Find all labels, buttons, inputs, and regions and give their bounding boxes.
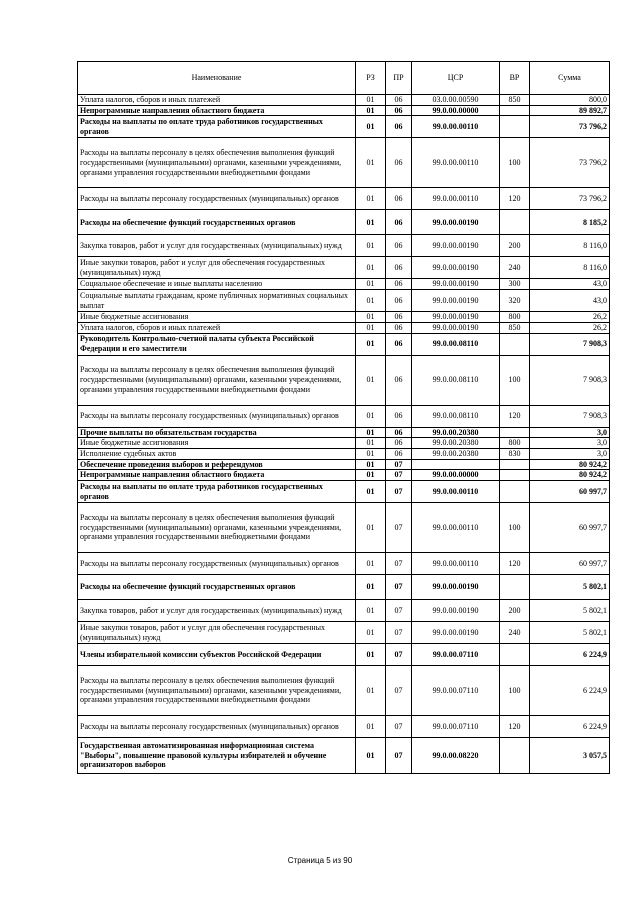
cell-name: Закупка товаров, работ и услуг для государственных (муниципальных) нужд <box>78 600 356 622</box>
cell-name: Иные закупки товаров, работ и услуг для обеспечения государственных (муниципальных) нужд <box>78 622 356 644</box>
cell-name: Расходы на выплаты персоналу в целях обеспечения выполнения функций государственными (муниципальными) органами, казенными учреждениями, органами управления государственными внебюджетными фондами <box>78 355 356 405</box>
cell-rz: 01 <box>356 333 386 355</box>
cell-pr: 07 <box>386 622 412 644</box>
cell-sum: 6 224,9 <box>530 716 610 738</box>
cell-sum: 800,0 <box>530 95 610 106</box>
cell-rz: 01 <box>356 553 386 575</box>
cell-csr: 99.0.00.00190 <box>412 322 500 333</box>
cell-rz: 01 <box>356 188 386 210</box>
cell-sum: 5 802,1 <box>530 600 610 622</box>
cell-vr: 800 <box>500 312 530 323</box>
cell-sum: 73 796,2 <box>530 138 610 188</box>
cell-csr: 99.0.00.00190 <box>412 575 500 600</box>
cell-sum: 60 997,7 <box>530 503 610 553</box>
cell-rz: 01 <box>356 105 386 116</box>
cell-vr <box>500 575 530 600</box>
cell-pr: 06 <box>386 138 412 188</box>
cell-csr: 99.0.00.20380 <box>412 448 500 459</box>
cell-pr: 07 <box>386 470 412 481</box>
cell-rz: 01 <box>356 575 386 600</box>
cell-vr: 800 <box>500 438 530 449</box>
cell-pr: 06 <box>386 355 412 405</box>
table-row <box>78 448 610 459</box>
cell-rz: 01 <box>356 427 386 438</box>
cell-rz: 01 <box>356 666 386 716</box>
table-row <box>78 438 610 449</box>
cell-name: Закупка товаров, работ и услуг для государственных (муниципальных) нужд <box>78 235 356 257</box>
cell-pr: 06 <box>386 235 412 257</box>
cell-vr <box>500 481 530 503</box>
cell-pr: 06 <box>386 333 412 355</box>
table-row <box>78 575 610 600</box>
cell-pr: 07 <box>386 738 412 774</box>
cell-name: Социальные выплаты гражданам, кроме публичных нормативных социальных выплат <box>78 290 356 312</box>
cell-csr: 03.0.00.00590 <box>412 95 500 106</box>
cell-pr: 07 <box>386 503 412 553</box>
cell-name: Расходы на выплаты персоналу государственных (муниципальных) органов <box>78 716 356 738</box>
table-row <box>78 116 610 138</box>
header-rz: РЗ <box>356 62 386 95</box>
cell-name: Обеспечение проведения выборов и референдумов <box>78 459 356 470</box>
cell-name: Социальное обеспечение и иные выплаты населению <box>78 279 356 290</box>
cell-name: Государственная автоматизированная информационная система "Выборы", повышение правовой культуры избирателей и обучение организаторов выборов <box>78 738 356 774</box>
cell-pr: 06 <box>386 210 412 235</box>
table-row <box>78 279 610 290</box>
cell-pr: 06 <box>386 257 412 279</box>
cell-rz: 01 <box>356 622 386 644</box>
table-row <box>78 600 610 622</box>
cell-rz: 01 <box>356 116 386 138</box>
cell-vr: 200 <box>500 600 530 622</box>
cell-csr: 99.0.00.08110 <box>412 405 500 427</box>
cell-csr: 99.0.00.00110 <box>412 116 500 138</box>
cell-csr: 99.0.00.00110 <box>412 553 500 575</box>
cell-rz: 01 <box>356 470 386 481</box>
table-row <box>78 738 610 774</box>
table-row <box>78 553 610 575</box>
cell-sum: 43,0 <box>530 279 610 290</box>
cell-sum: 26,2 <box>530 322 610 333</box>
cell-pr: 07 <box>386 716 412 738</box>
table-row <box>78 459 610 470</box>
cell-pr: 06 <box>386 448 412 459</box>
cell-vr: 100 <box>500 355 530 405</box>
cell-csr: 99.0.00.20380 <box>412 427 500 438</box>
table-row <box>78 333 610 355</box>
cell-csr <box>412 459 500 470</box>
table-row <box>78 188 610 210</box>
table-row <box>78 138 610 188</box>
cell-vr: 320 <box>500 290 530 312</box>
cell-csr: 99.0.00.07110 <box>412 716 500 738</box>
cell-rz: 01 <box>356 95 386 106</box>
cell-name: Руководитель Контрольно-счетной палаты субъекта Российской Федерации и его заместители <box>78 333 356 355</box>
cell-csr: 99.0.00.00190 <box>412 290 500 312</box>
table-row <box>78 210 610 235</box>
cell-rz: 01 <box>356 448 386 459</box>
cell-csr: 99.0.00.00190 <box>412 600 500 622</box>
cell-rz: 01 <box>356 355 386 405</box>
cell-vr <box>500 738 530 774</box>
cell-pr: 06 <box>386 405 412 427</box>
cell-name: Прочие выплаты по обязательствам государства <box>78 427 356 438</box>
cell-pr: 06 <box>386 116 412 138</box>
cell-vr <box>500 459 530 470</box>
cell-vr: 120 <box>500 553 530 575</box>
cell-name: Исполнение судебных актов <box>78 448 356 459</box>
cell-csr: 99.0.00.08220 <box>412 738 500 774</box>
cell-csr: 99.0.00.00110 <box>412 188 500 210</box>
cell-vr: 120 <box>500 188 530 210</box>
cell-csr: 99.0.00.07110 <box>412 644 500 666</box>
cell-name: Уплата налогов, сборов и иных платежей <box>78 95 356 106</box>
cell-rz: 01 <box>356 481 386 503</box>
cell-sum: 6 224,9 <box>530 666 610 716</box>
cell-rz: 01 <box>356 738 386 774</box>
cell-vr: 240 <box>500 257 530 279</box>
cell-sum: 3,0 <box>530 438 610 449</box>
cell-rz: 01 <box>356 438 386 449</box>
cell-name: Иные закупки товаров, работ и услуг для обеспечения государственных (муниципальных) нужд <box>78 257 356 279</box>
cell-rz: 01 <box>356 600 386 622</box>
cell-vr: 100 <box>500 666 530 716</box>
cell-name: Расходы на выплаты персоналу в целях обеспечения выполнения функций государственными (муниципальными) органами, казенными учреждениями, органами управления государственными внебюджетными фондами <box>78 138 356 188</box>
table-header-row <box>78 62 610 95</box>
table-row <box>78 470 610 481</box>
cell-name: Уплата налогов, сборов и иных платежей <box>78 322 356 333</box>
cell-sum: 7 908,3 <box>530 405 610 427</box>
cell-rz: 01 <box>356 235 386 257</box>
cell-sum: 43,0 <box>530 290 610 312</box>
cell-vr <box>500 644 530 666</box>
cell-sum: 7 908,3 <box>530 355 610 405</box>
header-sum: Сумма <box>530 62 610 95</box>
cell-sum: 3,0 <box>530 427 610 438</box>
cell-csr: 99.0.00.00000 <box>412 470 500 481</box>
cell-pr: 06 <box>386 95 412 106</box>
table-row <box>78 666 610 716</box>
cell-rz: 01 <box>356 644 386 666</box>
table-row <box>78 481 610 503</box>
table-row <box>78 355 610 405</box>
cell-rz: 01 <box>356 716 386 738</box>
cell-csr: 99.0.00.00190 <box>412 622 500 644</box>
cell-rz: 01 <box>356 312 386 323</box>
cell-vr: 850 <box>500 95 530 106</box>
header-name: Наименование <box>78 62 356 95</box>
cell-sum: 73 796,2 <box>530 116 610 138</box>
table-row <box>78 312 610 323</box>
cell-name: Иные бюджетные ассигнования <box>78 312 356 323</box>
cell-vr: 850 <box>500 322 530 333</box>
cell-sum: 8 116,0 <box>530 235 610 257</box>
cell-vr <box>500 210 530 235</box>
cell-vr: 300 <box>500 279 530 290</box>
cell-vr: 100 <box>500 503 530 553</box>
cell-csr: 99.0.00.07110 <box>412 666 500 716</box>
cell-name: Расходы на выплаты по оплате труда работников государственных органов <box>78 481 356 503</box>
cell-vr: 100 <box>500 138 530 188</box>
cell-vr: 120 <box>500 716 530 738</box>
cell-sum: 73 796,2 <box>530 188 610 210</box>
cell-sum: 60 997,7 <box>530 481 610 503</box>
cell-csr: 99.0.00.08110 <box>412 355 500 405</box>
cell-sum: 80 924,2 <box>530 459 610 470</box>
cell-pr: 06 <box>386 105 412 116</box>
cell-vr <box>500 116 530 138</box>
cell-vr: 120 <box>500 405 530 427</box>
cell-vr: 200 <box>500 235 530 257</box>
cell-pr: 06 <box>386 290 412 312</box>
cell-name: Расходы на выплаты персоналу государственных (муниципальных) органов <box>78 553 356 575</box>
table-row <box>78 290 610 312</box>
table-row <box>78 644 610 666</box>
cell-rz: 01 <box>356 459 386 470</box>
cell-csr: 99.0.00.00190 <box>412 312 500 323</box>
cell-sum: 89 892,7 <box>530 105 610 116</box>
cell-pr: 06 <box>386 188 412 210</box>
cell-vr: 240 <box>500 622 530 644</box>
cell-name: Иные бюджетные ассигнования <box>78 438 356 449</box>
cell-rz: 01 <box>356 279 386 290</box>
cell-csr: 99.0.00.20380 <box>412 438 500 449</box>
cell-rz: 01 <box>356 138 386 188</box>
cell-rz: 01 <box>356 405 386 427</box>
cell-name: Члены избирательной комиссии субъектов Российской Федерации <box>78 644 356 666</box>
cell-vr <box>500 470 530 481</box>
cell-sum: 80 924,2 <box>530 470 610 481</box>
cell-pr: 07 <box>386 644 412 666</box>
table-row <box>78 716 610 738</box>
cell-name: Расходы на выплаты персоналу государственных (муниципальных) органов <box>78 188 356 210</box>
cell-csr: 99.0.00.00110 <box>412 138 500 188</box>
page-number: Страница 5 из 90 <box>287 856 353 865</box>
cell-pr: 07 <box>386 481 412 503</box>
table-row <box>78 235 610 257</box>
cell-vr <box>500 333 530 355</box>
table-row <box>78 105 610 116</box>
cell-sum: 26,2 <box>530 312 610 323</box>
cell-sum: 6 224,9 <box>530 644 610 666</box>
cell-name: Расходы на выплаты персоналу в целях обеспечения выполнения функций государственными (муниципальными) органами, казенными учреждениями, органами управления государственными внебюджетными фондами <box>78 503 356 553</box>
cell-name: Расходы на обеспечение функций государственных органов <box>78 575 356 600</box>
cell-sum: 8 185,2 <box>530 210 610 235</box>
cell-name: Расходы на выплаты персоналу государственных (муниципальных) органов <box>78 405 356 427</box>
header-pr: ПР <box>386 62 412 95</box>
cell-sum: 8 116,0 <box>530 257 610 279</box>
cell-csr: 99.0.00.00110 <box>412 503 500 553</box>
table-row <box>78 405 610 427</box>
cell-rz: 01 <box>356 257 386 279</box>
table-row <box>78 503 610 553</box>
table-row <box>78 622 610 644</box>
cell-rz: 01 <box>356 290 386 312</box>
cell-sum: 7 908,3 <box>530 333 610 355</box>
cell-pr: 06 <box>386 322 412 333</box>
cell-pr: 07 <box>386 666 412 716</box>
cell-csr: 99.0.00.00190 <box>412 257 500 279</box>
cell-sum: 3,0 <box>530 448 610 459</box>
table-row <box>78 322 610 333</box>
cell-csr: 99.0.00.00110 <box>412 481 500 503</box>
cell-name: Расходы на обеспечение функций государственных органов <box>78 210 356 235</box>
cell-pr: 06 <box>386 427 412 438</box>
cell-sum: 5 802,1 <box>530 575 610 600</box>
cell-pr: 07 <box>386 600 412 622</box>
cell-name: Непрограммные направления областного бюджета <box>78 470 356 481</box>
cell-vr <box>500 105 530 116</box>
cell-sum: 5 802,1 <box>530 622 610 644</box>
cell-pr: 06 <box>386 438 412 449</box>
cell-name: Расходы на выплаты персоналу в целях обеспечения выполнения функций государственными (муниципальными) органами, казенными учреждениями, органами управления государственными внебюджетными фондами <box>78 666 356 716</box>
cell-pr: 07 <box>386 459 412 470</box>
header-vr: ВР <box>500 62 530 95</box>
cell-vr <box>500 427 530 438</box>
table-row <box>78 257 610 279</box>
cell-sum: 60 997,7 <box>530 553 610 575</box>
cell-csr: 99.0.00.08110 <box>412 333 500 355</box>
budget-table <box>77 61 610 774</box>
table-row <box>78 427 610 438</box>
header-csr: ЦСР <box>412 62 500 95</box>
cell-rz: 01 <box>356 210 386 235</box>
cell-csr: 99.0.00.00000 <box>412 105 500 116</box>
cell-pr: 07 <box>386 575 412 600</box>
cell-pr: 06 <box>386 312 412 323</box>
cell-rz: 01 <box>356 322 386 333</box>
cell-name: Расходы на выплаты по оплате труда работников государственных органов <box>78 116 356 138</box>
cell-rz: 01 <box>356 503 386 553</box>
cell-vr: 830 <box>500 448 530 459</box>
cell-name: Непрограммные направления областного бюджета <box>78 105 356 116</box>
table-body <box>78 95 610 774</box>
cell-csr: 99.0.00.00190 <box>412 279 500 290</box>
cell-sum: 3 057,5 <box>530 738 610 774</box>
cell-csr: 99.0.00.00190 <box>412 235 500 257</box>
cell-pr: 07 <box>386 553 412 575</box>
table-row <box>78 95 610 106</box>
cell-csr: 99.0.00.00190 <box>412 210 500 235</box>
cell-pr: 06 <box>386 279 412 290</box>
